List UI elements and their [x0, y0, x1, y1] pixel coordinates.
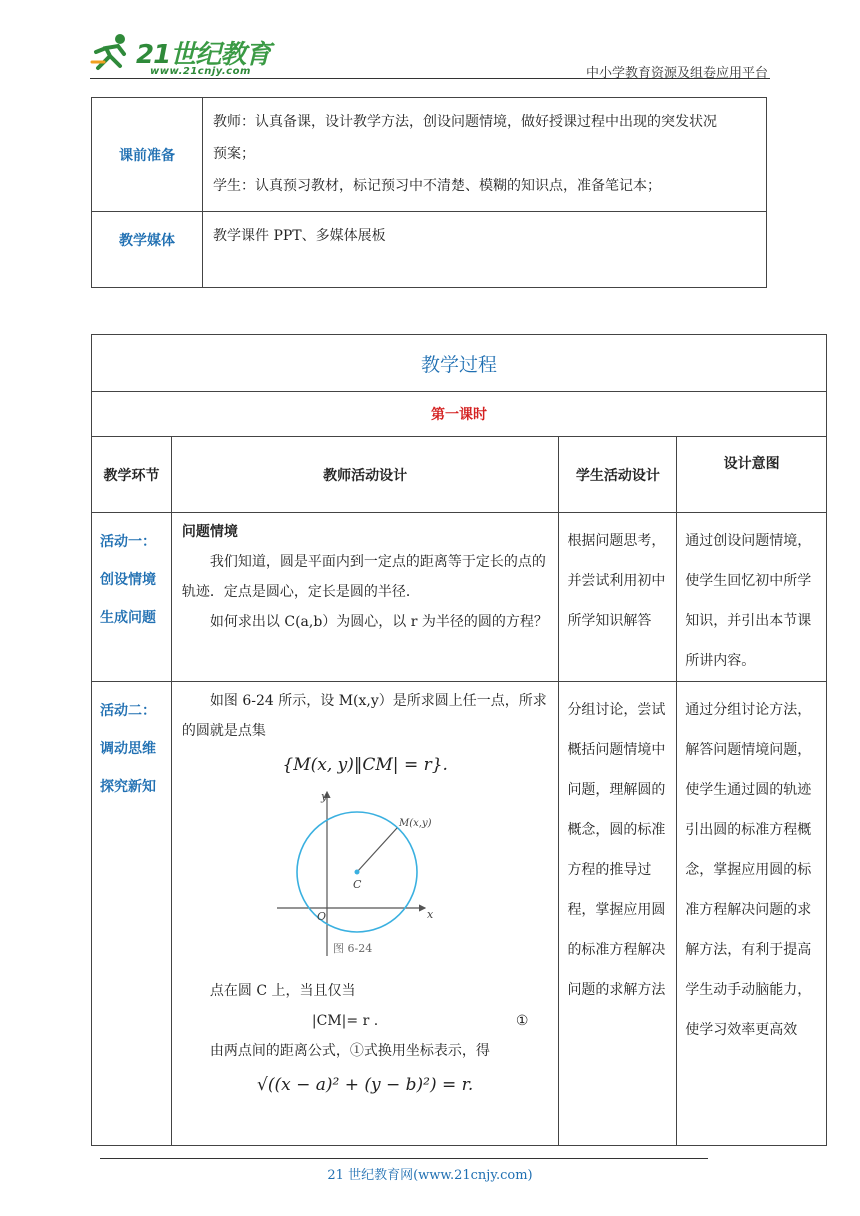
site-logo[interactable] [90, 30, 290, 80]
activity1-student: 根据问题思考，并尝试利用初中所学知识解答 [559, 513, 677, 682]
prep-line: 教师：认真备课，设计教学方法，创设问题情境，做好授课过程中出现的突发状况 [213, 114, 717, 130]
set-formula: {M(x, y)‖CM| = r}. [282, 755, 448, 775]
table-row [92, 513, 827, 682]
table-row [92, 682, 827, 1146]
media-line: 教学课件 PPT、多媒体展板 [213, 228, 386, 244]
center-point [355, 870, 360, 875]
center-label: C [353, 878, 362, 891]
prep-line: 学生：认真预习教材，标记预习中不清楚、模糊的知识点，准备笔记本； [213, 178, 661, 194]
label-line: 生成问题 [100, 610, 156, 626]
activity1-teacher [171, 513, 559, 682]
column-header: 学生活动设计 [559, 437, 677, 513]
figure-caption: 图 6-24 [333, 942, 373, 955]
teacher-paragraph: 我们知道，圆是平面内到一定点的距离等于定长的点的轨迹．定点是圆心，定长是圆的半径． [181, 554, 546, 600]
activity2-student: 分组讨论，尝试概括问题情境中问题，理解圆的概念，圆的标准方程的推导过程，掌握应用圆的标准方程解决问题的求解方法 [559, 682, 677, 1146]
label-line: 探究新知 [100, 779, 156, 795]
logo-wordmark: 21世纪教育 [136, 40, 271, 70]
media-content [203, 212, 767, 288]
prep-content [203, 98, 767, 212]
origin-label: O [317, 910, 327, 923]
activity2-intent: 通过分组讨论方法，解答问题情境问题，使学生通过圆的轨迹引出圆的标准方程概念，掌握应用圆的标准方程解决问题的求解方法，有利于提高学生动手动脑能力，使学习效率更高效 [677, 682, 827, 1146]
y-axis-label: y [321, 790, 328, 803]
row-label-media: 教学媒体 [92, 212, 203, 288]
teacher-paragraph: 点在圆 C 上，当且仅当 [209, 983, 356, 999]
table-row [92, 212, 767, 288]
circle-figure [275, 786, 455, 976]
distance-equation: √((x − a)² + (y − b)²) = r. [257, 1075, 474, 1095]
label-line: 活动一： [100, 534, 156, 550]
teacher-paragraph: 如何求出以 C(a,b）为圆心，以 r 为半径的圆的方程？ [209, 614, 548, 630]
table-row [92, 98, 767, 212]
label-line: 活动二： [100, 703, 156, 719]
radius-cm [357, 828, 397, 872]
teaching-process-table [91, 334, 827, 1146]
activity1-intent: 通过创设问题情境，使学生回忆初中所学知识，并引出本节课所讲内容。 [677, 513, 827, 682]
activity2-teacher [171, 682, 559, 1146]
page-header [90, 30, 770, 80]
activity2-label [92, 682, 172, 1146]
label-line: 调动思维 [100, 741, 156, 757]
column-header: 教师活动设计 [171, 437, 559, 513]
lesson-label: 第一课时 [92, 392, 827, 437]
runner-logo-icon [90, 32, 132, 72]
label-line: 创设情境 [100, 572, 156, 588]
platform-name: 中小学教育资源及组卷应用平台 [585, 66, 768, 81]
activity1-label [92, 513, 172, 682]
footer-divider [100, 1158, 708, 1159]
column-header: 设计意图 [677, 437, 827, 513]
footer-link[interactable]: 21 世纪教育网(www.21cnjy.com) [327, 1168, 533, 1183]
logo-url: www.21cnjy.com [150, 66, 251, 77]
equation-mark: ① [515, 1013, 529, 1029]
figure-6-24 [182, 786, 549, 976]
teacher-heading: 问题情境 [181, 524, 238, 540]
equation-text: |CM|= r . [311, 1013, 379, 1029]
teacher-paragraph: 如图 6-24 所示，设 M(x,y）是所求圆上任一点，所求的圆就是点集 [181, 693, 547, 739]
equation-1 [182, 1006, 549, 1036]
process-title: 教学过程 [92, 335, 827, 392]
teacher-paragraph: 由两点间的距离公式，①式换用坐标表示，得 [209, 1043, 490, 1059]
point-m-label: M(x,y) [399, 818, 432, 829]
column-header: 教学环节 [92, 437, 172, 513]
header-divider [90, 78, 770, 79]
row-label-prep: 课前准备 [92, 98, 203, 212]
prep-line: 预案； [213, 146, 255, 162]
x-axis-label: x [427, 908, 434, 921]
preparation-table [91, 97, 767, 288]
